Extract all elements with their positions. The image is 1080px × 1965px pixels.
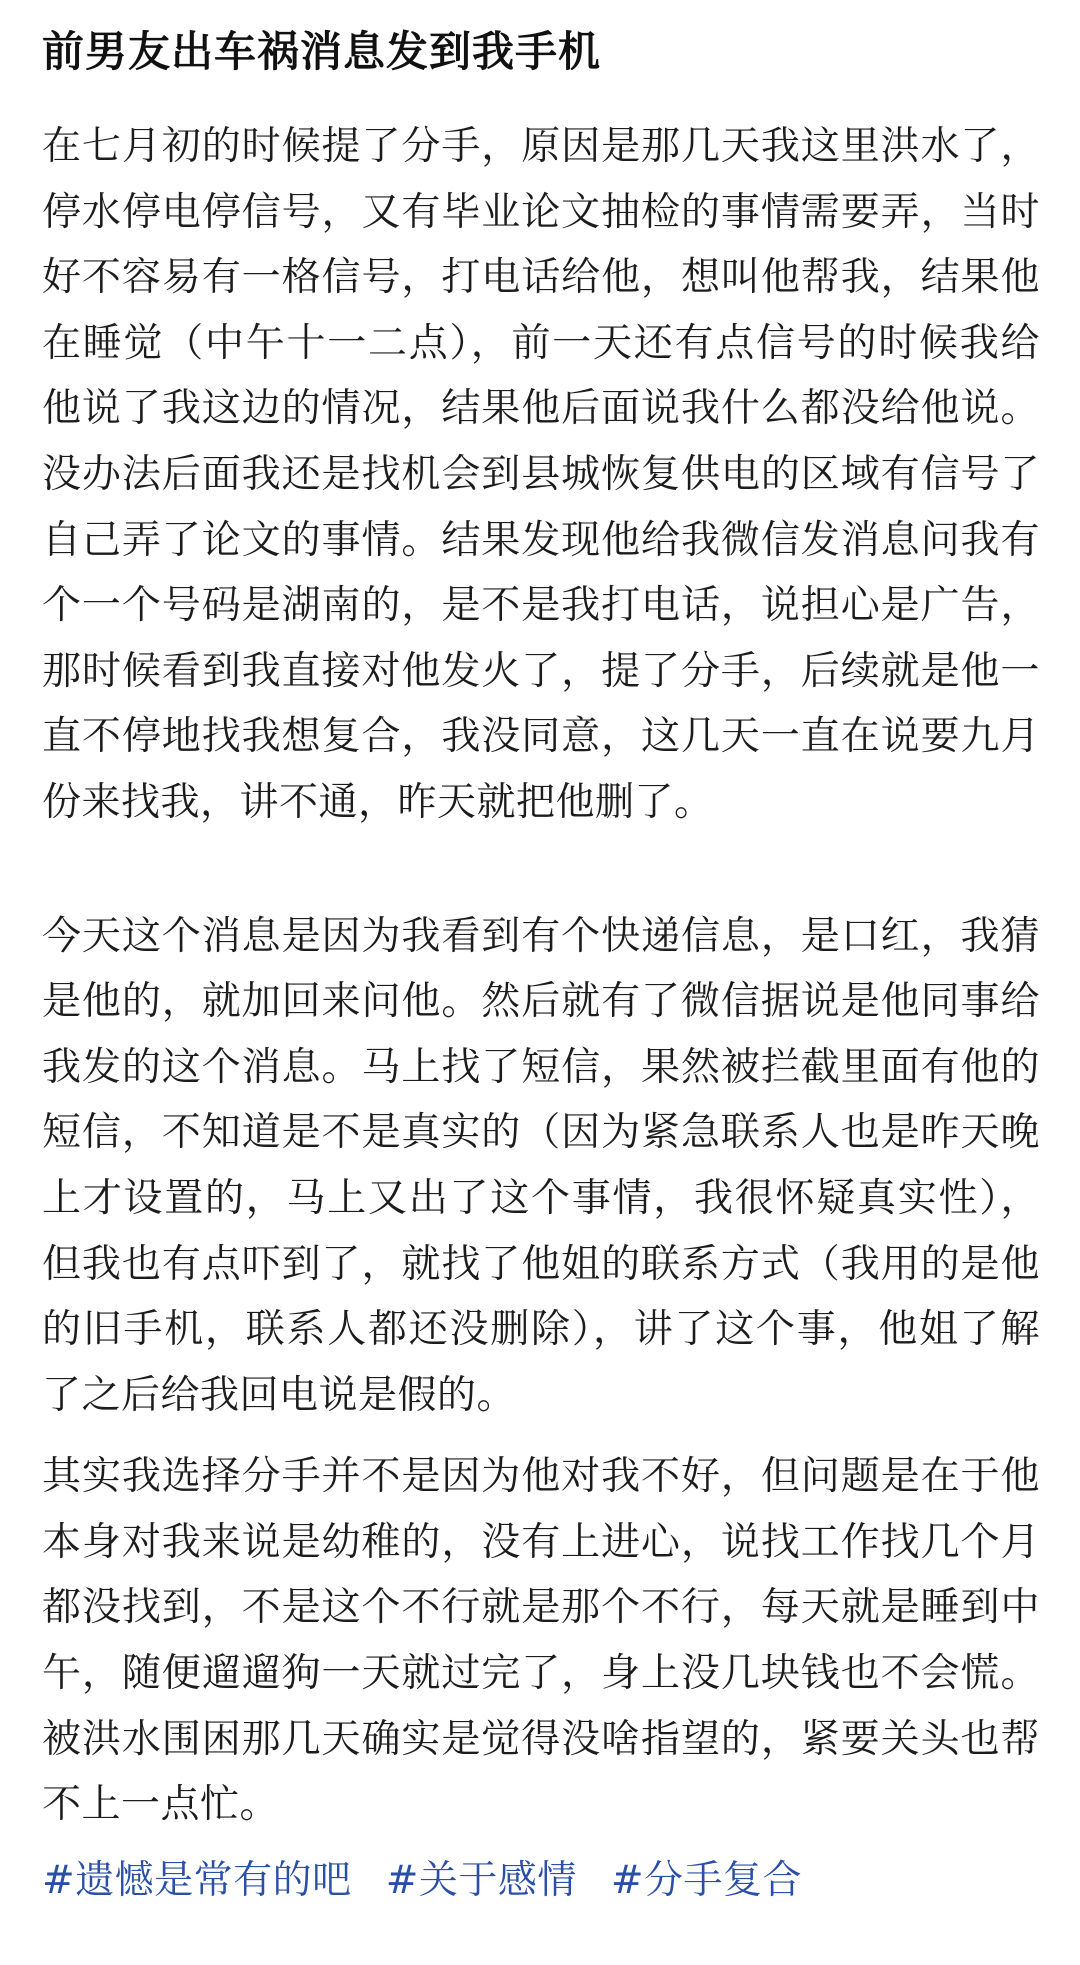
hashtag-link[interactable]: #关于感情: [385, 1857, 577, 1903]
post-paragraph-2: 今天这个消息是因为我看到有个快递信息，是口红，我猜是他的，就加回来问他。然后就有了微信据说是他同事给我发的这个消息。马上找了短信，果然被拦截里面有他的短信，不知道是不是真实的（因为紧急联系人也是昨天晚上才设置的，马上又出了这个事情，我很怀疑真实性），但我也有点吓到了，就找了他姐的联系方式（我用的是他的旧手机，联系人都还没删除），讲了这个事，他姐了解了之后给我回电说是假的。: [42, 913, 1040, 1418]
hashtag-link[interactable]: #分手复合: [610, 1857, 803, 1903]
post-paragraph-1: 在七月初的时候提了分手，原因是那几天我这里洪水了，停水停电停信号，又有毕业论文抽检的事情需要弄，当时好不容易有一格信号，打电话给他，想叫他帮我，结果他在睡觉（中午十一二点），前一天还有点信号的时候我给他说了我这边的情况，结果他后面说我什么都没给他说。没办法后面我还是找机会到县城恢复供电的区域有信号了自己弄了论文的事情。结果发现他给我微信发消息问我有个一个号码是湖南的，是不是我打电话，说担心是广告，那时候看到我直接对他发火了，提了分手，后续就是他一直不停地找我想复合，我没同意，这几天一直在说要九月份来找我，讲不通，昨天就把他删了。: [42, 124, 1040, 825]
hashtag-link[interactable]: #遗憾是常有的吧: [42, 1857, 352, 1903]
hashtag-list: [42, 1848, 1040, 1914]
post-title: 前男友出车祸消息发到我手机: [42, 27, 602, 76]
post-paragraph-3: 其实我选择分手并不是因为他对我不好，但问题是在于他本身对我来说是幼稚的，没有上进心，说找工作找几个月都没找到，不是这个不行就是那个不行，每天就是睡到中午，随便遛遛狗一天就过完了，身上没几块钱也不会慌。被洪水围困那几天确实是觉得没啥指望的，紧要关头也帮不上一点忙。: [42, 1454, 1040, 1828]
